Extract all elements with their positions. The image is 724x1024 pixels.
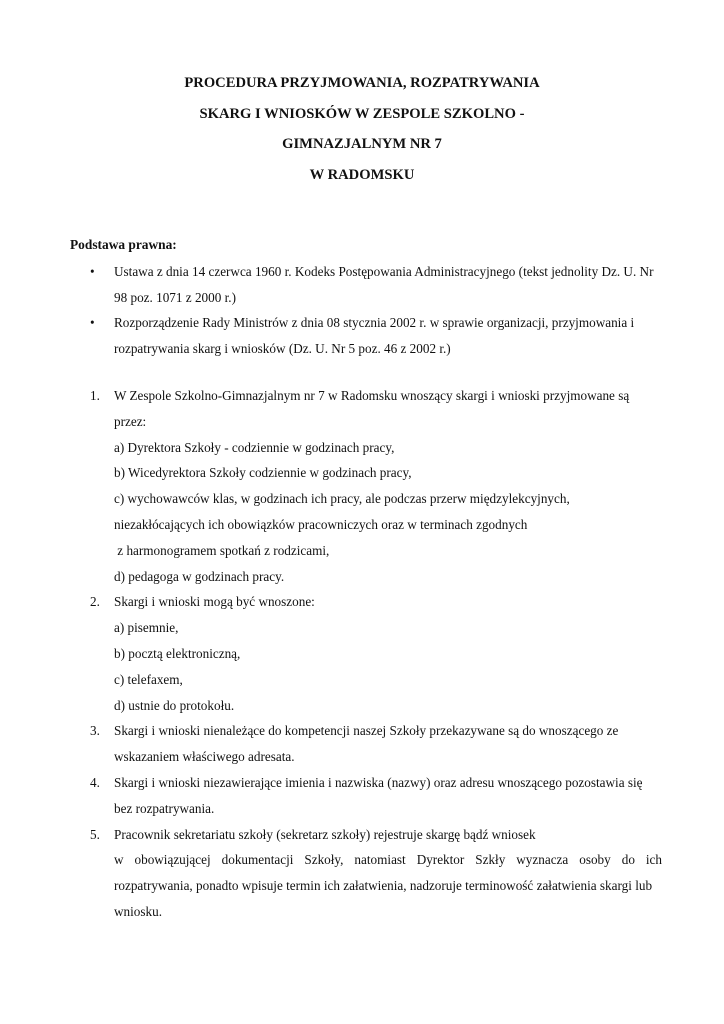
point-text: W Zespole Szkolno-Gimnazjalnym nr 7 w Radomsku wnoszący skargi i wnioski przyjmowane są (114, 388, 630, 403)
title-line-4: W RADOMSKU (309, 166, 415, 183)
list-item (70, 259, 662, 310)
title-line-2: SKARG I WNIOSKÓW W ZESPOLE SZKOLNO - (199, 105, 525, 122)
point-number: 4. (90, 774, 100, 790)
point-text: niezakłócających ich obowiązków pracowniczych oraz w terminach zgodnych (114, 516, 528, 532)
title-line-1: PROCEDURA PRZYJMOWANIA, ROZPATRYWANIA (184, 75, 540, 91)
point-text: Skargi i wnioski mogą być wnoszone: (114, 594, 315, 610)
point-number: 2. (90, 594, 100, 610)
point-text: rozpatrywania, ponadto wpisuje termin ich załatwienia, nadzoruje terminowość załatwienia skargi lub (114, 878, 653, 894)
procedure-point-4 (70, 770, 662, 822)
point-text: b) Wicedyrektora Szkoły codziennie w godzinach pracy, (114, 465, 412, 481)
procedure-points (70, 383, 662, 925)
point-text: Skargi i wnioski nienależące do kompetencji naszej Szkoły przekazywane są do wnoszącego ze (114, 723, 619, 739)
list-item (70, 310, 662, 361)
legal-basis-text: 98 poz. 1071 z 2000 r.) (114, 289, 236, 305)
procedure-point-1 (70, 383, 662, 589)
procedure-point-3 (70, 718, 662, 770)
point-text: c) wychowawców klas, w godzinach ich pracy, ale podczas przerw międzylekcyjnych, (114, 491, 570, 507)
point-text: a) pisemnie, (114, 620, 179, 636)
point-text: wskazaniem właściwego adresata. (114, 749, 295, 765)
point-text: wniosku. (114, 903, 162, 919)
point-text: a) Dyrektora Szkoły - codziennie w godzinach pracy, (114, 439, 395, 455)
procedure-point-2 (70, 589, 662, 718)
point-text: w obowiązującej dokumentacji Szkoły, natomiast Dyrektor Szkły wyznacza osoby do ich (114, 852, 662, 868)
point-text: z harmonogramem spotkań z rodzicami, (114, 542, 330, 558)
point-text: d) ustnie do protokołu. (114, 697, 235, 713)
legal-basis-heading: Podstawa prawna: (70, 237, 177, 252)
legal-basis-text: rozpatrywania skarg i wniosków (Dz. U. Nr 5 poz. 46 z 2002 r.) (114, 340, 451, 356)
legal-basis-text: Rozporządzenie Rady Ministrów z dnia 08 stycznia 2002 r. w sprawie organizacji, przyjmowania i (114, 315, 635, 330)
point-text: d) pedagoga w godzinach pracy. (114, 568, 285, 584)
procedure-point-5 (70, 822, 662, 925)
point-text: bez rozpatrywania. (114, 800, 215, 816)
legal-basis-list (70, 259, 662, 361)
point-number: 1. (90, 388, 100, 403)
document-title (0, 68, 724, 190)
point-text: c) telefaxem, (114, 671, 183, 687)
bullet-icon: • (90, 264, 95, 279)
point-text: Skargi i wnioski niezawierające imienia i nazwiska (nazwy) oraz adresu wnoszącego pozostawia się (114, 774, 643, 790)
point-number: 3. (90, 723, 100, 739)
point-text: Pracownik sekretariatu szkoły (sekretarz szkoły) rejestruje skargę bądź wniosek (114, 826, 536, 842)
point-text: przez: (114, 413, 147, 429)
bullet-icon: • (90, 315, 95, 330)
legal-basis-text: Ustawa z dnia 14 czerwca 1960 r. Kodeks Postępowania Administracyjnego (tekst jednolity Dz. U. Nr (114, 264, 654, 279)
point-text: b) pocztą elektroniczną, (114, 645, 241, 661)
point-number: 5. (90, 826, 100, 842)
title-line-3: GIMNAZJALNYM NR 7 (282, 136, 442, 152)
